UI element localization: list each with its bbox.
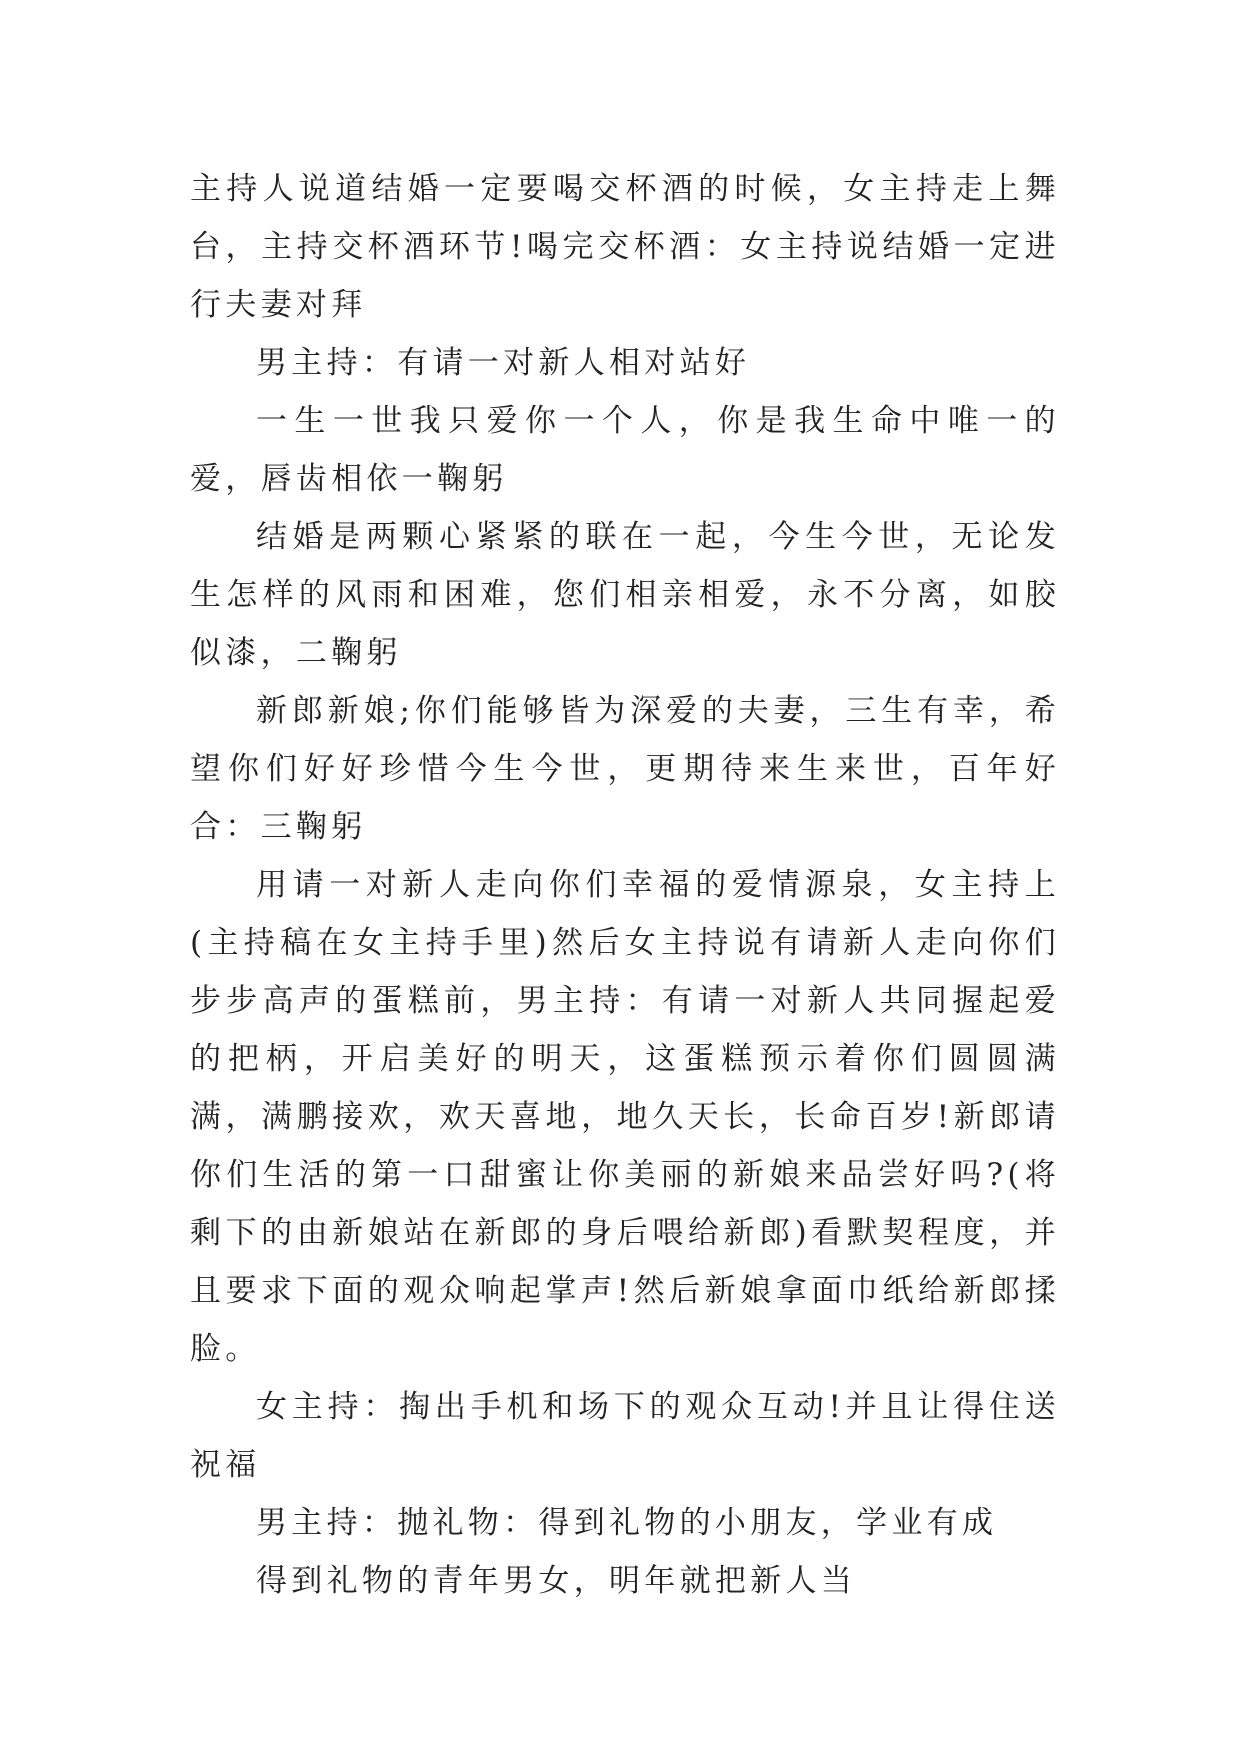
paragraph-9: 得到礼物的青年男女，明年就把新人当 [256, 1563, 857, 1599]
paragraph-5: 新郎新娘;你们能够皆为深爱的夫妻，三生有幸，希望你们好好珍惜今生今世，更期待来生来世，百年好合：三鞠躬 [190, 693, 1060, 845]
paragraph-3: 一生一世我只爱你一个人，你是我生命中唯一的爱，唇齿相依一鞠躬 [190, 403, 1060, 497]
paragraph-1: 主持人说道结婚一定要喝交杯酒的时候，女主持走上舞台，主持交杯酒环节!喝完交杯酒：女主持说结婚一定进行夫妻对拜 [190, 171, 1060, 323]
paragraph-4: 结婚是两颗心紧紧的联在一起，今生今世，无论发生怎样的风雨和困难，您们相亲相爱，永不分离，如胶似漆，二鞠躬 [190, 519, 1060, 671]
paragraph-7: 女主持：掏出手机和场下的观众互动!并且让得住送祝福 [190, 1389, 1060, 1483]
document-body [190, 160, 1060, 1610]
paragraph-2: 男主持：有请一对新人相对站好 [256, 345, 751, 381]
paragraph-6: 用请一对新人走向你们幸福的爱情源泉，女主持上(主持稿在女主持手里)然后女主持说有请新人走向你们步步高声的蛋糕前，男主持：有请一对新人共同握起爱的把柄，开启美好的明天，这蛋糕预示着你们圆圆满满，满鹏接欢，欢天喜地，地久天长，长命百岁!新郎请你们生活的第一口甜蜜让你美丽的新娘来品尝好吗?(将剩下的由新娘站在新郎的身后喂给新郎)看默契程度，并且要求下面的观众响起掌声!然后新娘拿面巾纸给新郎揉脸。 [190, 867, 1060, 1367]
paragraph-8: 男主持：抛礼物：得到礼物的小朋友，学业有成 [256, 1505, 998, 1541]
